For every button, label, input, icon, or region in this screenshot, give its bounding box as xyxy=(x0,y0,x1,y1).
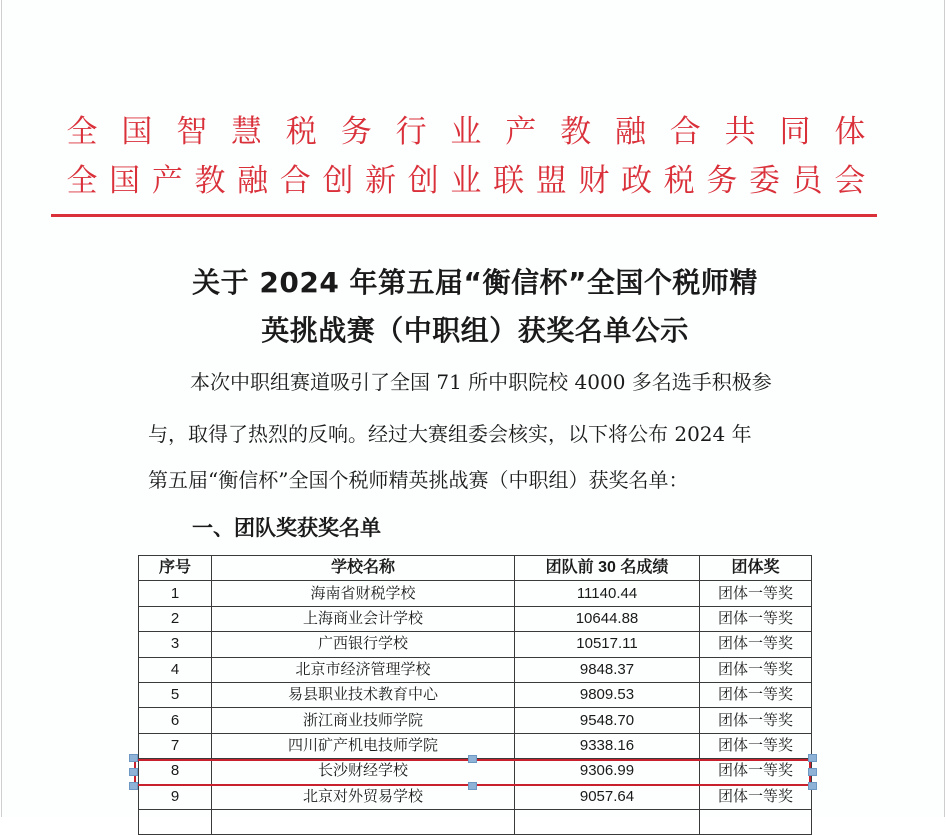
resize-handle-middle-left[interactable] xyxy=(129,768,138,776)
resize-handle-bottom-middle[interactable] xyxy=(468,782,477,790)
cell-rank: 1 xyxy=(139,581,212,606)
resize-handle-top-middle[interactable] xyxy=(468,755,477,763)
header-school: 学校名称 xyxy=(212,556,515,581)
cell-score: 10644.88 xyxy=(515,606,700,631)
issuer-char: 行 xyxy=(395,114,427,150)
cell-rank: 3 xyxy=(139,632,212,657)
cell-school: 四川矿产机电技师学院 xyxy=(212,733,515,758)
issuer-char: 盟 xyxy=(535,163,567,199)
cell-school: 海南省财税学校 xyxy=(212,581,515,606)
cell-rank: 6 xyxy=(139,708,212,733)
issuer-char: 联 xyxy=(493,163,525,199)
cell-rank: 4 xyxy=(139,657,212,682)
cell-rank: 2 xyxy=(139,606,212,631)
issuer-char: 国 xyxy=(121,114,153,150)
issuer-char: 国 xyxy=(109,163,141,199)
issuer-char: 共 xyxy=(724,114,756,150)
cell-award: 团体一等奖 xyxy=(700,682,812,707)
issuer-char: 融 xyxy=(614,114,646,150)
table-row[interactable] xyxy=(139,682,812,707)
cell-award: 团体一等奖 xyxy=(700,581,812,606)
issuer-char: 同 xyxy=(779,114,811,150)
cell-award: 团体一等奖 xyxy=(700,632,812,657)
resize-handle-bottom-right[interactable] xyxy=(808,782,817,790)
issuer-char: 合 xyxy=(669,114,701,150)
issuer-char: 合 xyxy=(279,163,311,199)
issuer-char: 全 xyxy=(66,114,98,150)
cell-school: 广西银行学校 xyxy=(212,632,515,657)
cell-rank: 8 xyxy=(139,759,212,784)
cell-school: 北京对外贸易学校 xyxy=(212,784,515,809)
issuer-char: 业 xyxy=(450,114,482,150)
cell-rank: 7 xyxy=(139,733,212,758)
cell-award: 团体一等奖 xyxy=(700,708,812,733)
issuer-char: 智 xyxy=(176,114,208,150)
cell-school xyxy=(212,809,515,834)
cell-award: 团体一等奖 xyxy=(700,606,812,631)
resize-handle-top-right[interactable] xyxy=(808,754,817,762)
cell-award xyxy=(700,809,812,834)
cell-school: 浙江商业技师学院 xyxy=(212,708,515,733)
issuer-char: 业 xyxy=(450,163,482,199)
cell-award: 团体一等奖 xyxy=(700,657,812,682)
issuer-line-2 xyxy=(66,164,866,198)
resize-handle-top-left[interactable] xyxy=(129,754,138,762)
red-header-rule xyxy=(51,214,877,217)
issuer-char: 教 xyxy=(560,114,592,150)
header-score: 团队前 30 名成绩 xyxy=(515,556,700,581)
cell-rank: 9 xyxy=(139,784,212,809)
issuer-char: 慧 xyxy=(231,114,263,150)
issuer-char: 务 xyxy=(706,163,738,199)
issuer-char: 融 xyxy=(237,163,269,199)
resize-handle-middle-right[interactable] xyxy=(808,768,817,776)
header-rank: 序号 xyxy=(139,556,212,581)
intro-paragraph-line-2: 与，取得了热烈的反响。经过大赛组委会核实，以下将公布 2024 年 xyxy=(148,422,752,446)
team-awards-table xyxy=(138,555,812,835)
table-header-row xyxy=(139,556,812,581)
issuer-char: 产 xyxy=(151,163,183,199)
cell-award: 团体一等奖 xyxy=(700,733,812,758)
issuer-char: 员 xyxy=(791,163,823,199)
header-award: 团体奖 xyxy=(700,556,812,581)
issuer-line-1 xyxy=(66,115,866,149)
cell-school: 北京市经济管理学校 xyxy=(212,657,515,682)
issuer-char: 委 xyxy=(749,163,780,199)
intro-paragraph-line-1: 本次中职组赛道吸引了全国 71 所中职院校 4000 多名选手积极参 xyxy=(190,370,772,394)
issuer-char: 创 xyxy=(407,163,439,199)
cell-score: 9338.16 xyxy=(515,733,700,758)
document-title-line-1: 关于 2024 年第五届“衡信杯”全国个税师精 xyxy=(192,266,758,299)
issuer-char: 税 xyxy=(663,163,695,199)
table-row-clipped[interactable] xyxy=(139,809,812,834)
table-row[interactable] xyxy=(139,581,812,606)
issuer-char: 创 xyxy=(322,163,354,199)
cell-rank: 5 xyxy=(139,682,212,707)
cell-score: 10517.11 xyxy=(515,632,700,657)
cell-score: 9548.70 xyxy=(515,708,700,733)
issuer-char: 产 xyxy=(505,114,537,150)
cell-school: 上海商业会计学校 xyxy=(212,606,515,631)
issuer-char: 务 xyxy=(340,114,372,150)
document-page xyxy=(1,0,945,817)
resize-handle-bottom-left[interactable] xyxy=(129,782,138,790)
document-title-line-2: 英挑战赛（中职组）获奖名单公示 xyxy=(261,314,689,347)
table-row[interactable] xyxy=(139,657,812,682)
cell-score: 9306.99 xyxy=(515,759,700,784)
intro-paragraph-line-3: 第五届“衡信杯”全国个税师精英挑战赛（中职组）获奖名单： xyxy=(148,468,689,492)
issuer-char: 全 xyxy=(66,163,98,199)
table-row[interactable] xyxy=(139,708,812,733)
cell-score: 9057.64 xyxy=(515,784,700,809)
issuer-char: 体 xyxy=(834,114,866,150)
issuer-char: 财 xyxy=(578,163,610,199)
issuer-char: 税 xyxy=(285,114,317,150)
cell-score: 9848.37 xyxy=(515,657,700,682)
cell-school: 易县职业技术教育中心 xyxy=(212,682,515,707)
cell-score: 9809.53 xyxy=(515,682,700,707)
issuer-char: 会 xyxy=(834,163,866,199)
cell-school: 长沙财经学校 xyxy=(212,759,515,784)
cell-award: 团体一等奖 xyxy=(700,759,812,784)
cell-rank xyxy=(139,809,212,834)
table-row[interactable] xyxy=(139,632,812,657)
issuer-char: 政 xyxy=(621,163,653,199)
cell-score: 11140.44 xyxy=(515,581,700,606)
table-row[interactable] xyxy=(139,606,812,631)
section-heading-team-awards: 一、团队奖获奖名单 xyxy=(192,516,381,540)
issuer-char: 新 xyxy=(365,163,397,199)
cell-score xyxy=(515,809,700,834)
issuer-char: 教 xyxy=(194,163,226,199)
cell-award: 团体一等奖 xyxy=(700,784,812,809)
